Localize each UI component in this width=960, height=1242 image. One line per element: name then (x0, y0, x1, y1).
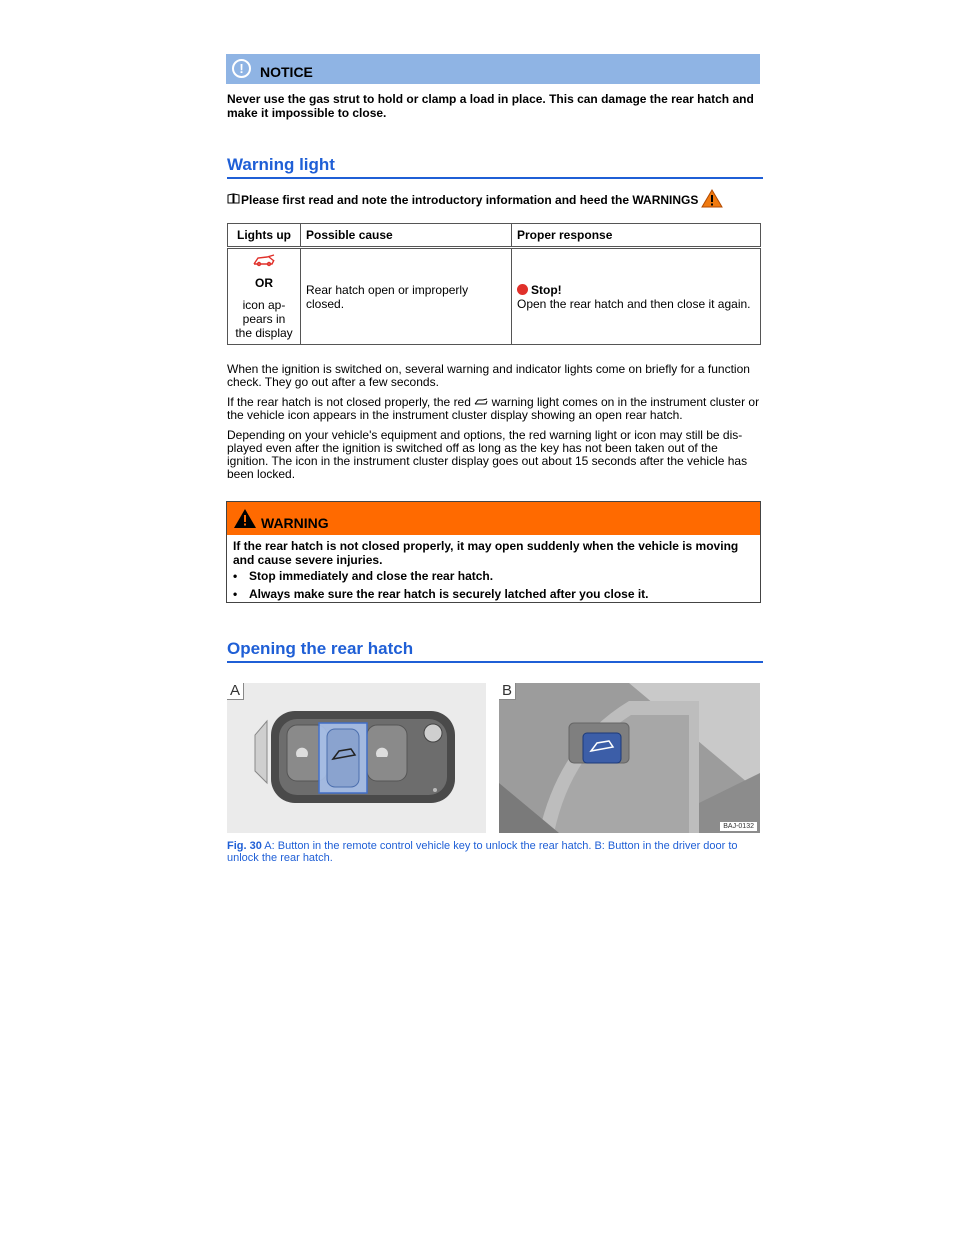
list-item: • Stop immediately and close the rear hatch. (233, 569, 494, 583)
book-icon (227, 193, 240, 207)
table-header: Lights up (228, 224, 301, 248)
warning-triangle-icon (701, 189, 723, 211)
notice-title: NOTICE (260, 64, 313, 80)
paragraph-part: warning light comes on in the instrument cluster or the vehicle icon appears in the instrument cluster display showing an open rear hatch. (227, 395, 760, 422)
paragraph: Depending on your vehicle's equipment and options, the red warning light or icon may still be dis-played even after the ignition is switched off as long as the key has not been taken out of the ignition. The icon in the instrument cluster display goes out about 15 seconds after the vehicle has been locked. (227, 428, 748, 481)
stop-icon (517, 284, 528, 295)
section-heading-opening-rear-hatch: Opening the rear hatch (227, 639, 763, 663)
table-header: Proper response (512, 224, 761, 248)
warning-light-table (227, 223, 761, 345)
warning-header (227, 502, 760, 535)
warning-text: If the rear hatch is not closed properly, it may open suddenly when the vehicle is moving and cause severe injuries. (233, 539, 739, 567)
section-heading-warning-light: Warning light (227, 155, 763, 179)
intro-text: Please first read and note the introductory information and heed the WARNINGS (241, 193, 699, 207)
figure-code: BAJ-0132 (720, 822, 757, 831)
response-title: Stop! (531, 282, 562, 297)
paragraph: When the ignition is switched on, several warning and indicator lights come on briefly for a function check. They go out after a few seconds. (227, 362, 750, 389)
rear-hatch-icon (474, 395, 488, 409)
icon-display-text: icon ap-pears in the display (235, 298, 293, 340)
table-row (228, 248, 761, 345)
response-text: Open the rear hatch and then close it again. (517, 296, 751, 311)
intro-line (227, 189, 723, 211)
or-label: OR (255, 276, 273, 290)
warning-box (226, 501, 761, 603)
paragraph-part: If the rear hatch is not closed properly, the red (227, 395, 471, 409)
warning-triangle-icon (233, 508, 257, 534)
exclamation-circle-icon: ! (232, 59, 251, 78)
paragraph (227, 396, 761, 422)
warning-title: WARNING (261, 515, 329, 531)
table-header: Possible cause (301, 224, 512, 248)
figure-label-b: B (499, 683, 516, 700)
cause-cell: Rear hatch open or improperly closed. (301, 248, 512, 345)
list-item: • Always make sure the rear hatch is securely latched after you close it. (233, 587, 649, 601)
notice-text: Never use the gas strut to hold or clamp a load in place. This can damage the rear hatch and make it impossible to close. (227, 92, 754, 120)
figure-caption (227, 840, 761, 864)
caption-label: Fig. 30 (227, 840, 262, 852)
rear-hatch-icon (233, 253, 295, 270)
notice-header (226, 54, 760, 84)
figure-driver-door (499, 683, 760, 833)
figure-label-a: A (227, 683, 244, 700)
caption-text: A: Button in the remote control vehicle key to unlock the rear hatch. B: Button in the driver door to unlock the rear hatch. (227, 840, 738, 864)
figure-remote-key (227, 683, 486, 833)
